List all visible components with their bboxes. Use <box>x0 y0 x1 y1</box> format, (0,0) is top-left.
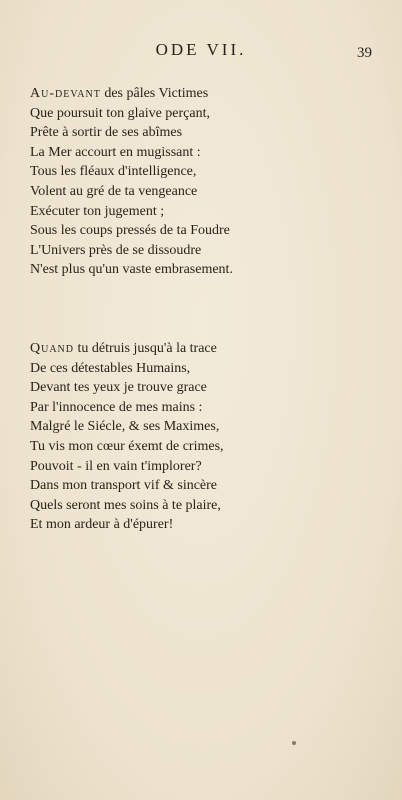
stanza-1-line: Que poursuit ton glaive perçant, <box>30 105 211 121</box>
stanza-1-lead-caps: Au-devant <box>30 86 101 101</box>
stanza-1-line: Prête à sortir de ses abîmes <box>30 125 183 141</box>
stanza-2-line: De ces détestables Humains, <box>30 360 191 376</box>
stanza-2-line: Et mon ardeur à d'épurer! <box>30 517 174 533</box>
stanza-2-line: Devant tes yeux je trouve grace <box>30 380 207 396</box>
running-title: ODE VII. <box>155 40 247 59</box>
stanza-1-first-line-rest: des pâles Victimes <box>100 86 209 101</box>
stanza-1-line: Volent au gré de ta vengeance <box>30 183 198 199</box>
stanza-2-first-line-rest: tu détruis jusqu'à la trace <box>74 341 217 356</box>
ink-speck <box>292 741 296 745</box>
stanza-1-line: La Mer accourt en mugissant : <box>30 144 201 160</box>
stanza-2-line: Par l'innocence de mes mains : <box>30 399 203 415</box>
stanza-1-line: Sous les coups pressés de ta Foudre <box>30 223 230 239</box>
stanza-1-line: Tous les fléaux d'intelligence, <box>30 164 197 180</box>
stanza-1-line: Exécuter ton jugement ; <box>30 203 165 219</box>
page-number: 39 <box>357 45 372 61</box>
stanza-2-line: Dans mon transport vif & sincère <box>30 478 218 494</box>
stanza-2-line: Quels seront mes soins à te plaire, <box>30 497 221 513</box>
stanza-1-line: L'Univers près de se dissoudre <box>30 242 202 258</box>
stanza-2-lead-caps: Quand <box>30 341 74 356</box>
stanza-1-line-1 <box>30 84 350 104</box>
stanza-2-line-1 <box>30 339 350 359</box>
stanza-1-line: N'est plus qu'un vaste embrasement. <box>30 262 233 278</box>
stanza-2-line: Malgré le Siécle, & ses Maximes, <box>30 419 220 435</box>
stanza-2-line: Tu vis mon cœur éxemt de crimes, <box>30 438 224 454</box>
stanza-2-line: Pouvoit - il en vain t'implorer? <box>30 458 202 474</box>
stanza-2 <box>30 339 350 535</box>
stanza-1 <box>30 84 350 280</box>
